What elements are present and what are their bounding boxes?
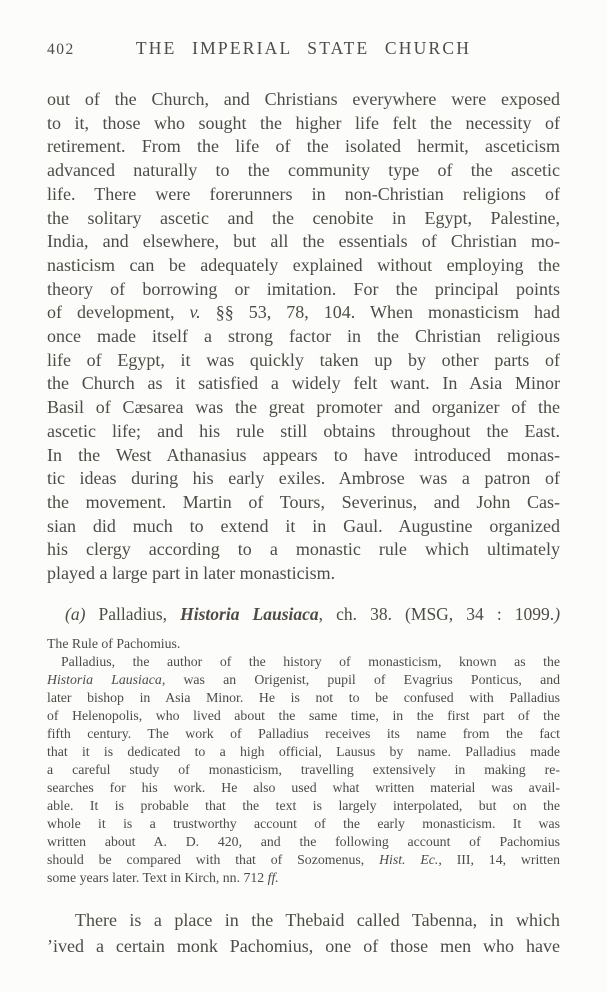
citation-text: (a) Palladius, Historia Lausiaca, ch. 38. (MSG, 34 : 1099.) (65, 603, 561, 624)
text-line: his clergy according to a monastic rule which ultimately (47, 539, 560, 560)
text-line: tic ideas during his early exiles. Ambrose was a patron of (47, 468, 560, 489)
text-line: theory of borrowing or imitation. For the principal points (47, 278, 560, 299)
text-line: once made itself a strong factor in the Christian religious (47, 326, 560, 347)
note-line: Historia Lausiaca, was an Origenist, pupil of Evagrius Ponticus, and (47, 671, 560, 687)
page-number: 402 (47, 41, 75, 58)
note-line: of Helenopolis, who lived about the same time, in the first part of the (47, 707, 560, 723)
note-line: searches for his work. He also used what written material was avail- (47, 779, 560, 795)
note-line: some years later. Text in Kirch, nn. 712 ff. (47, 869, 279, 885)
text-line: ’ived a certain monk Pachomius, one of those men who have (47, 935, 560, 956)
text-line: In the West Athanasius appears to have introduced monas- (47, 444, 560, 465)
note-line: whole it is a trustworthy account of the early monasticism. It was (47, 815, 560, 831)
text-line: advanced naturally to the community type of the ascetic (47, 160, 560, 181)
text-line: life of Egypt, it was quickly taken up by other parts of (47, 349, 560, 370)
page-header (47, 38, 560, 62)
text-line: out of the Church, and Christians everywhere were exposed (47, 89, 560, 109)
note-line: should be compared with that of Sozomenus, Hist. Ec., III, 14, written (47, 851, 560, 867)
note-line: fifth century. The work of Palladius receives its name from the fact (47, 725, 560, 741)
running-title: THE IMPERIAL STATE CHURCH (135, 38, 472, 58)
text-line: the movement. Martin of Tours, Severinus, and John Cas- (47, 491, 560, 512)
note-line: The Rule of Pachomius. (47, 635, 181, 651)
note-line: a careful study of monasticism, travelling extensively in making re- (47, 761, 560, 777)
note-line: able. It is probable that the text is largely interpolated, but on the (47, 797, 560, 813)
text-line: life. There were forerunners in non-Christian religions of (47, 183, 560, 204)
text-line: played a large part in later monasticism. (47, 563, 336, 584)
text-line: the solitary ascetic and the cenobite in Egypt, Palestine, (47, 207, 560, 228)
note-line: that it is dedicated to a high official, Lausus by name. Palladius made (47, 743, 560, 759)
text-line: ascetic life; and his rule still obtains throughout the East. (47, 420, 560, 441)
note-line: later bishop in Asia Minor. He is not to be confused with Palladius (47, 689, 560, 705)
note-line: written about A. D. 420, and the following account of Pachomius (47, 833, 560, 849)
text-line: Basil of Cæsarea was the great promoter and organizer of the (47, 397, 560, 418)
text-line: retirement. From the life of the isolated hermit, asceticism (47, 136, 560, 157)
closing-paragraph (47, 907, 560, 959)
text-line: to it, those who sought the higher life felt the necessity of (47, 112, 560, 133)
text-line: nasticism can be adequately explained without employing the (47, 254, 560, 275)
text-line: of development, v. §§ 53, 78, 104. When monasticism had (47, 302, 561, 323)
text-line: sian did much to extend it in Gaul. Augustine organized (47, 515, 560, 536)
text-line: India, and elsewhere, but all the essentials of Christian mo- (47, 231, 560, 252)
citation-line (47, 602, 560, 626)
note-block (47, 635, 560, 887)
text-line: the Church as it satisfied a widely felt want. In Asia Minor (47, 373, 560, 394)
text-line: There is a place in the Thebaid called Tabenna, in which (75, 909, 560, 930)
body-paragraph (47, 88, 560, 586)
note-line: Palladius, the author of the history of monasticism, known as the (61, 653, 560, 669)
